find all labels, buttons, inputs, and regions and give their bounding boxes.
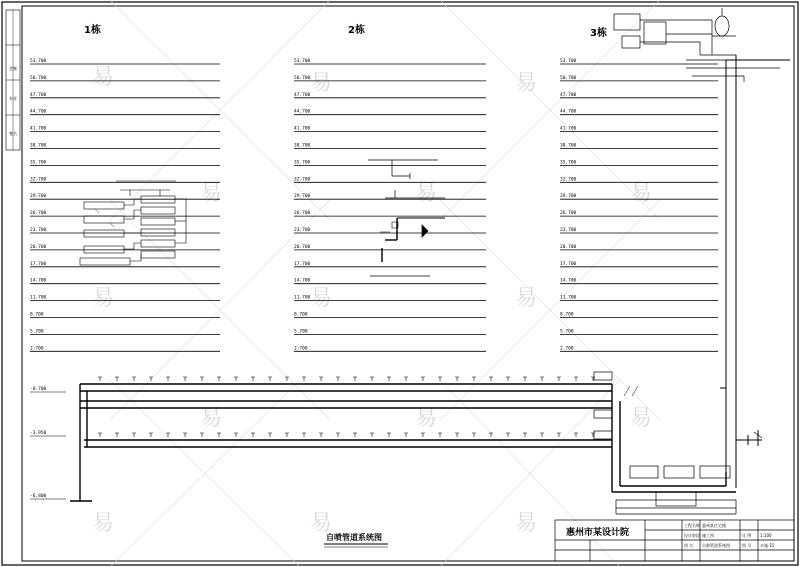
watermark: 易 bbox=[200, 181, 223, 206]
watermark: 易 bbox=[515, 71, 538, 96]
watermark: 易 bbox=[92, 286, 115, 311]
sprinkler-head-icon bbox=[200, 433, 204, 437]
sprinkler-head-icon bbox=[370, 377, 374, 381]
sprinkler-head-icon bbox=[489, 433, 493, 437]
sprinkler-head-icon bbox=[251, 377, 255, 381]
sprinkler-head-icon bbox=[455, 377, 459, 381]
floor-level-label: 26.700 bbox=[294, 211, 311, 217]
floor-level-label: 32.700 bbox=[294, 177, 311, 183]
sprinkler-head-icon bbox=[506, 433, 510, 437]
sprinkler-head-icon bbox=[183, 433, 187, 437]
sprinkler-head-icon bbox=[438, 377, 442, 381]
floor-level-label: 17.700 bbox=[294, 261, 311, 267]
sprinkler-head-icon bbox=[251, 433, 255, 437]
sprinkler-head-icon bbox=[370, 433, 374, 437]
floor-level-label: 5.700 bbox=[294, 329, 308, 335]
sprinkler-head-icon bbox=[591, 377, 595, 381]
floor-level-label: 38.700 bbox=[560, 143, 577, 149]
sprinkler-head-icon bbox=[540, 377, 544, 381]
sprinkler-head-icon bbox=[98, 433, 102, 437]
watermark: 易 bbox=[200, 406, 223, 431]
watermark: 易 bbox=[310, 286, 333, 311]
floor-level-label: 2.700 bbox=[294, 346, 308, 352]
sheet-label: 图 号 bbox=[742, 543, 752, 548]
sprinkler-head-icon bbox=[353, 433, 357, 437]
sprinkler-head-icon bbox=[336, 433, 340, 437]
sprinkler-head-icon bbox=[523, 433, 527, 437]
sprinkler-head-icon bbox=[472, 433, 476, 437]
sheet-value: 水施-15 bbox=[760, 543, 775, 548]
floor-level-label: 32.700 bbox=[30, 177, 47, 183]
sprinkler-head-icon bbox=[353, 377, 357, 381]
floor-level-label: 2.700 bbox=[560, 346, 574, 352]
sprinkler-head-icon bbox=[115, 433, 119, 437]
sprinkler-head-icon bbox=[557, 377, 561, 381]
sprinkler-head-icon bbox=[183, 377, 187, 381]
strip-label-a: 会签 bbox=[9, 66, 17, 71]
sprinkler-head-icon bbox=[574, 377, 578, 381]
floor-level-label: 38.700 bbox=[294, 143, 311, 149]
floor-level-label: 47.700 bbox=[560, 92, 577, 98]
sprinkler-head-icon bbox=[115, 377, 119, 381]
title-block bbox=[555, 520, 794, 561]
sprinkler-head-icon bbox=[404, 433, 408, 437]
drawing-name-value: 自喷管道系统图 bbox=[702, 543, 730, 548]
sprinkler-head-icon bbox=[302, 433, 306, 437]
sprinkler-head-icon bbox=[557, 433, 561, 437]
building-1-label: 1栋 bbox=[84, 25, 101, 36]
floor-level-label: 26.700 bbox=[560, 211, 577, 217]
watermark: 易 bbox=[92, 65, 115, 90]
floor-level-label: 50.700 bbox=[30, 75, 47, 81]
distribution-mains bbox=[70, 384, 736, 501]
sprinkler-head-icon bbox=[387, 377, 391, 381]
sprinkler-head-icon bbox=[132, 377, 136, 381]
watermark: 易 bbox=[515, 286, 538, 311]
floor-level-label: 44.700 bbox=[294, 109, 311, 115]
sprinkler-head-icon bbox=[200, 377, 204, 381]
floor-level-label: 11.700 bbox=[294, 295, 311, 301]
sprinkler-head-icon bbox=[234, 433, 238, 437]
sprinkler-head-icon bbox=[455, 433, 459, 437]
sprinkler-head-icon bbox=[319, 377, 323, 381]
sprinkler-head-icon bbox=[268, 433, 272, 437]
floor-level-label: 26.700 bbox=[30, 211, 47, 217]
sprinkler-head-icon bbox=[166, 433, 170, 437]
building-3-label: 3栋 bbox=[590, 28, 607, 39]
sprinkler-head-icon bbox=[217, 433, 221, 437]
watermark: 易 bbox=[415, 406, 438, 431]
building-3-riser bbox=[720, 55, 790, 488]
floor-level-label: 8.700 bbox=[560, 312, 574, 318]
sprinkler-head-icon bbox=[268, 377, 272, 381]
floor-level-label: 17.700 bbox=[30, 261, 47, 267]
floor-level-label: 5.700 bbox=[560, 329, 574, 335]
floor-level-label: 47.700 bbox=[30, 92, 47, 98]
floor-level-label: 47.700 bbox=[294, 92, 311, 98]
sprinkler-head-icon bbox=[149, 433, 153, 437]
sprinkler-head-icon bbox=[319, 433, 323, 437]
sprinkler-head-icon bbox=[489, 377, 493, 381]
sprinkler-head-icon bbox=[438, 433, 442, 437]
sprinkler-head-icon bbox=[421, 377, 425, 381]
floor-level-label: 53.700 bbox=[294, 59, 311, 64]
floor-level-label: 53.700 bbox=[30, 59, 47, 64]
floor-level-label: 14.700 bbox=[560, 278, 577, 284]
sprinkler-head-icon bbox=[336, 377, 340, 381]
watermark: 易 bbox=[515, 511, 538, 536]
floor-level-label: 41.700 bbox=[560, 126, 577, 132]
strip-label-b: 专业 bbox=[9, 96, 17, 101]
rooftop-tank-and-pump bbox=[614, 8, 780, 82]
sprinkler-head-icon bbox=[98, 377, 102, 381]
floor-level-label: 32.700 bbox=[560, 177, 577, 183]
floor-level-label: 14.700 bbox=[30, 278, 47, 284]
sprinkler-head-icon bbox=[523, 377, 527, 381]
floor-level-label: 44.700 bbox=[560, 109, 577, 115]
building-2-detail bbox=[368, 160, 445, 276]
sprinkler-head-icon bbox=[506, 377, 510, 381]
floor-level-label: 8.700 bbox=[30, 312, 44, 318]
stage-value: 施工图 bbox=[702, 533, 714, 538]
watermark: 易 bbox=[310, 71, 333, 96]
sprinkler-head-icon bbox=[285, 377, 289, 381]
sprinkler-head-icon bbox=[234, 377, 238, 381]
project-value: 惠州某住宅楼 bbox=[702, 523, 726, 528]
floor-level-label: 17.700 bbox=[560, 261, 577, 267]
floor-level-label: 44.700 bbox=[30, 109, 47, 115]
floor-level-label: 29.700 bbox=[294, 194, 311, 200]
sprinkler-head-icon bbox=[166, 377, 170, 381]
sprinkler-head-icon bbox=[540, 433, 544, 437]
sprinkler-head-icon bbox=[387, 433, 391, 437]
floor-level-label: 35.700 bbox=[30, 160, 47, 166]
scale-label: 比 例 bbox=[742, 533, 752, 538]
sprinkler-head-icon bbox=[574, 433, 578, 437]
basement-level-label: -3.950 bbox=[30, 431, 47, 436]
sprinkler-head-icon bbox=[217, 377, 221, 381]
scale-value: 1:100 bbox=[760, 533, 772, 538]
stage-label: 设计阶段 bbox=[684, 533, 700, 538]
drawing-name-label: 图 名 bbox=[684, 543, 694, 548]
sprinkler-head-icon bbox=[302, 377, 306, 381]
floor-level-label: 23.700 bbox=[560, 228, 577, 233]
floor-level-label: 20.700 bbox=[294, 244, 311, 250]
floor-level-label: 8.700 bbox=[294, 312, 308, 318]
basement-level-label: -0.700 bbox=[30, 387, 47, 392]
sprinkler-head-icon bbox=[132, 433, 136, 437]
project-label: 工程名称 bbox=[684, 523, 700, 528]
floor-level-label: 41.700 bbox=[294, 126, 311, 132]
watermark: 易 bbox=[630, 181, 653, 206]
floor-level-label: 14.700 bbox=[294, 278, 311, 284]
floor-level-label: 2.700 bbox=[30, 346, 44, 352]
sprinkler-heads bbox=[98, 377, 595, 437]
floor-level-label: 50.700 bbox=[560, 75, 577, 81]
floor-level-label: 29.700 bbox=[30, 194, 47, 200]
sprinkler-head-icon bbox=[404, 377, 408, 381]
watermark: 易 bbox=[630, 406, 653, 431]
floor-level-label: 20.700 bbox=[560, 244, 577, 250]
building-2-label: 2栋 bbox=[348, 25, 365, 36]
pump-room-equipment bbox=[594, 372, 736, 514]
floor-level-label: 53.700 bbox=[560, 59, 577, 64]
floor-level-label: 29.700 bbox=[560, 194, 577, 200]
floor-level-label: 23.700 bbox=[30, 228, 47, 233]
floor-level-label: 35.700 bbox=[294, 160, 311, 166]
floor-level-label: 11.700 bbox=[30, 295, 47, 301]
design-institute-name: 惠州市某设计院 bbox=[566, 528, 630, 538]
watermark: 易 bbox=[310, 511, 333, 536]
floor-level-label: 5.700 bbox=[30, 329, 44, 335]
floor-level-label: 20.700 bbox=[30, 244, 47, 250]
floor-level-label: 41.700 bbox=[30, 126, 47, 132]
floor-level-label: 23.700 bbox=[294, 228, 311, 233]
basement-level-label: -6.800 bbox=[30, 494, 47, 499]
sprinkler-head-icon bbox=[421, 433, 425, 437]
sprinkler-head-icon bbox=[472, 377, 476, 381]
left-signature-strip bbox=[6, 10, 20, 150]
floor-level-label: 38.700 bbox=[30, 143, 47, 149]
floor-level-label: 11.700 bbox=[560, 295, 577, 301]
floor-level-label: 35.700 bbox=[560, 160, 577, 166]
diagram-title: 自喷管道系统图 bbox=[326, 533, 382, 542]
floor-level-label: 50.700 bbox=[294, 75, 311, 81]
watermark: 易 bbox=[92, 511, 115, 536]
watermark: 易 bbox=[415, 181, 438, 206]
sprinkler-head-icon bbox=[591, 433, 595, 437]
strip-label-c: 签名 bbox=[9, 131, 17, 136]
sprinkler-head-icon bbox=[285, 433, 289, 437]
